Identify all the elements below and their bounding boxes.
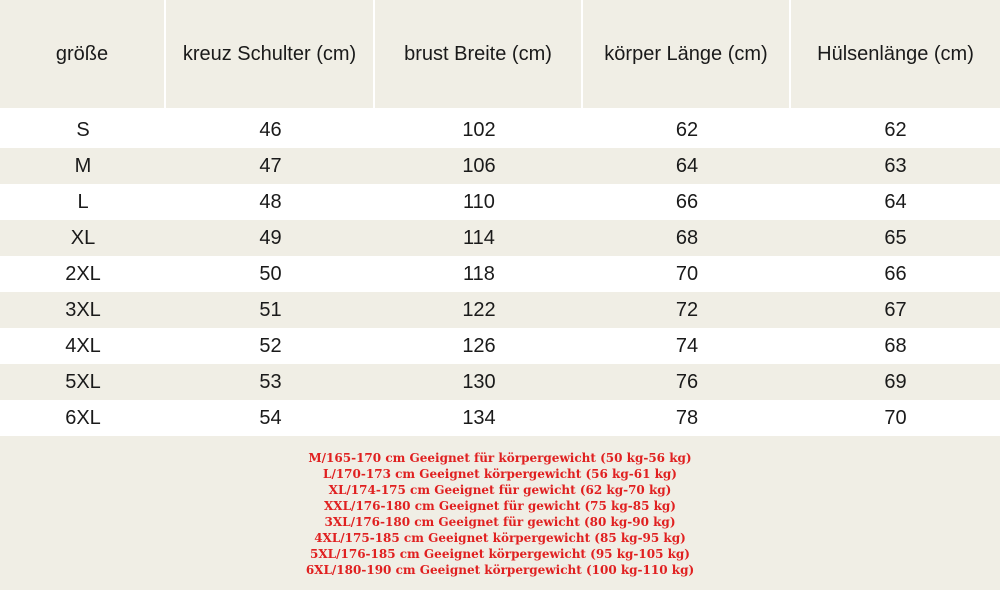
cell-chest: 110 [463, 190, 495, 213]
cell-length: 64 [675, 154, 699, 177]
cell-length: 78 [675, 406, 699, 429]
table-row [0, 148, 1000, 184]
cell-sleeve: 67 [884, 298, 907, 321]
table-row [0, 328, 1000, 364]
cell-sleeve: 69 [884, 370, 907, 393]
cell-length: 76 [675, 370, 699, 393]
cell-shoulder: 47 [259, 154, 282, 177]
cell-sleeve: 70 [884, 406, 907, 429]
cell-sleeve: 64 [884, 190, 907, 213]
cell-size: 4XL [65, 334, 101, 357]
table-row [0, 400, 1000, 436]
fit-note: XXL/176-180 cm Geeignet für gewicht (75 kg-85 kg) [324, 499, 676, 513]
header-length: körper Länge (cm) [583, 0, 791, 108]
cell-length: 62 [675, 118, 699, 141]
cell-sleeve: 63 [884, 154, 907, 177]
header-shoulder: kreuz Schulter (cm) [166, 0, 375, 108]
cell-size: L [77, 190, 89, 213]
cell-chest: 126 [462, 334, 496, 357]
fit-note: 5XL/176-185 cm Geeignet körpergewicht (95 kg-105 kg) [310, 547, 690, 561]
cell-length: 66 [675, 190, 699, 213]
cell-shoulder: 50 [259, 262, 282, 285]
cell-sleeve: 65 [884, 226, 907, 249]
table-row [0, 292, 1000, 328]
cell-chest: 118 [463, 262, 495, 285]
cell-shoulder: 48 [259, 190, 282, 213]
fit-note: L/170-173 cm Geeignet körpergewicht (56 kg-61 kg) [323, 467, 677, 481]
cell-size: 3XL [65, 298, 101, 321]
cell-size: XL [70, 226, 96, 249]
header-size: größe [0, 0, 166, 108]
cell-shoulder: 52 [259, 334, 282, 357]
cell-chest: 134 [462, 406, 496, 429]
cell-size: 5XL [65, 370, 101, 393]
cell-sleeve: 62 [884, 118, 907, 141]
table-row [0, 220, 1000, 256]
cell-length: 74 [675, 334, 699, 357]
header-sleeve: Hülsenlänge (cm) [817, 42, 974, 65]
fit-note: XL/174-175 cm Geeignet für gewicht (62 kg-70 kg) [328, 483, 672, 497]
cell-sleeve: 68 [884, 334, 907, 357]
header-chest: brust Breite (cm) [375, 0, 583, 108]
cell-chest: 114 [463, 226, 495, 249]
cell-size: M [74, 154, 92, 177]
table-row [0, 184, 1000, 220]
cell-shoulder: 53 [259, 370, 282, 393]
cell-chest: 102 [462, 118, 496, 141]
fit-note: M/165-170 cm Geeignet für körpergewicht (50 kg-56 kg) [308, 451, 692, 465]
cell-chest: 106 [462, 154, 496, 177]
table-row [0, 256, 1000, 292]
fit-notes [0, 450, 1000, 578]
cell-size: S [76, 118, 90, 141]
fit-note: 3XL/176-180 cm Geeignet für gewicht (80 kg-90 kg) [324, 515, 676, 529]
cell-shoulder: 54 [259, 406, 282, 429]
fit-note: 6XL/180-190 cm Geeignet körpergewicht (100 kg-110 kg) [305, 563, 695, 577]
cell-shoulder: 49 [259, 226, 282, 249]
cell-length: 72 [675, 298, 699, 321]
fit-note: 4XL/175-185 cm Geeignet körpergewicht (85 kg-95 kg) [314, 531, 686, 545]
cell-size: 2XL [65, 262, 101, 285]
table-row [0, 112, 1000, 148]
cell-shoulder: 51 [259, 298, 282, 321]
cell-chest: 122 [462, 298, 496, 321]
table-row [0, 364, 1000, 400]
cell-chest: 130 [462, 370, 496, 393]
cell-shoulder: 46 [259, 118, 282, 141]
cell-length: 70 [675, 262, 699, 285]
cell-size: 6XL [65, 406, 101, 429]
cell-sleeve: 66 [884, 262, 907, 285]
table-header [0, 0, 1000, 112]
cell-length: 68 [675, 226, 699, 249]
